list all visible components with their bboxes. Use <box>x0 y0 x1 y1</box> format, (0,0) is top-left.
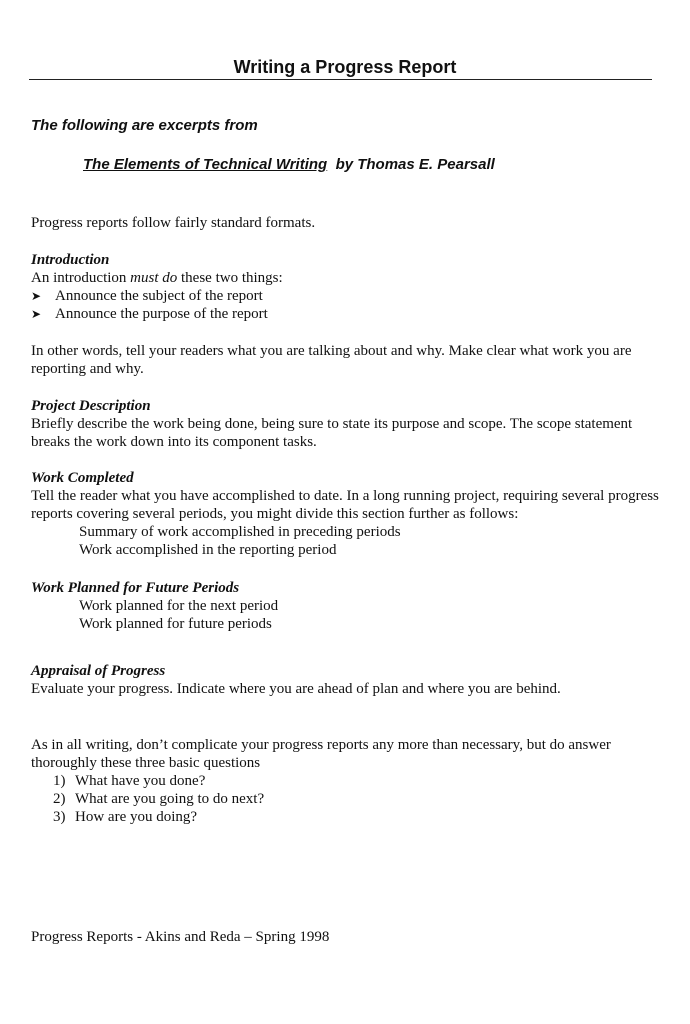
section-heading: Work Planned for Future Periods <box>31 580 240 596</box>
book-author: by Thomas E. Pearsall <box>335 156 495 173</box>
excerpt-intro: The following are excerpts from <box>31 117 258 134</box>
introduction-section <box>31 251 661 323</box>
work-completed-section <box>31 469 661 559</box>
project-description-section <box>31 397 661 451</box>
list-item: 1) What have you done? <box>53 773 206 789</box>
list-item: 2) What are you going to do next? <box>53 791 265 807</box>
section-heading: Appraisal of Progress <box>31 663 166 679</box>
appraisal-section <box>31 662 661 698</box>
title-divider <box>29 79 652 80</box>
list-item: ➤ Announce the subject of the report <box>31 288 263 304</box>
arrow-bullet-icon: ➤ <box>31 307 42 321</box>
list-item: Work planned for future periods <box>79 616 272 632</box>
section-text: Tell the reader what you have accomplished to date. In a long running project, requiring several progress reports covering several periods, you might divide this section further as follows: <box>31 488 659 522</box>
list-item: Work planned for the next period <box>79 598 279 614</box>
list-item: Summary of work accomplished in preceding periods <box>79 524 401 540</box>
book-title: The Elements of Technical Writing <box>83 156 328 173</box>
list-item: 3) How are you doing? <box>53 809 198 825</box>
section-text: Briefly describe the work being done, being sure to state its purpose and scope. The scope statement breaks the work down into its component tasks. <box>31 416 633 450</box>
section-text: Evaluate your progress. Indicate where you are ahead of plan and where you are behind. <box>31 681 561 697</box>
closing-section <box>31 736 661 826</box>
page-title: Writing a Progress Report <box>233 57 457 77</box>
section-heading: Introduction <box>31 252 110 268</box>
book-citation <box>83 156 495 173</box>
work-planned-section <box>31 579 661 633</box>
list-item: Work accomplished in the reporting period <box>79 542 337 558</box>
closing-text: As in all writing, don’t complicate your progress reports any more than necessary, but do answer thoroughly these three basic questions <box>31 737 611 771</box>
page-footer: Progress Reports - Akins and Reda – Spring 1998 <box>31 929 330 945</box>
introduction-note: In other words, tell your readers what you are talking about and why. Make clear what work you are reporting and why. <box>31 343 632 377</box>
section-heading: Work Completed <box>31 470 134 486</box>
section-heading: Project Description <box>31 398 151 414</box>
introduction-lead: An introduction must do these two things: <box>31 270 283 286</box>
list-item: ➤ Announce the purpose of the report <box>31 306 268 322</box>
arrow-bullet-icon: ➤ <box>31 289 42 303</box>
opening-text: Progress reports follow fairly standard formats. <box>31 215 316 231</box>
